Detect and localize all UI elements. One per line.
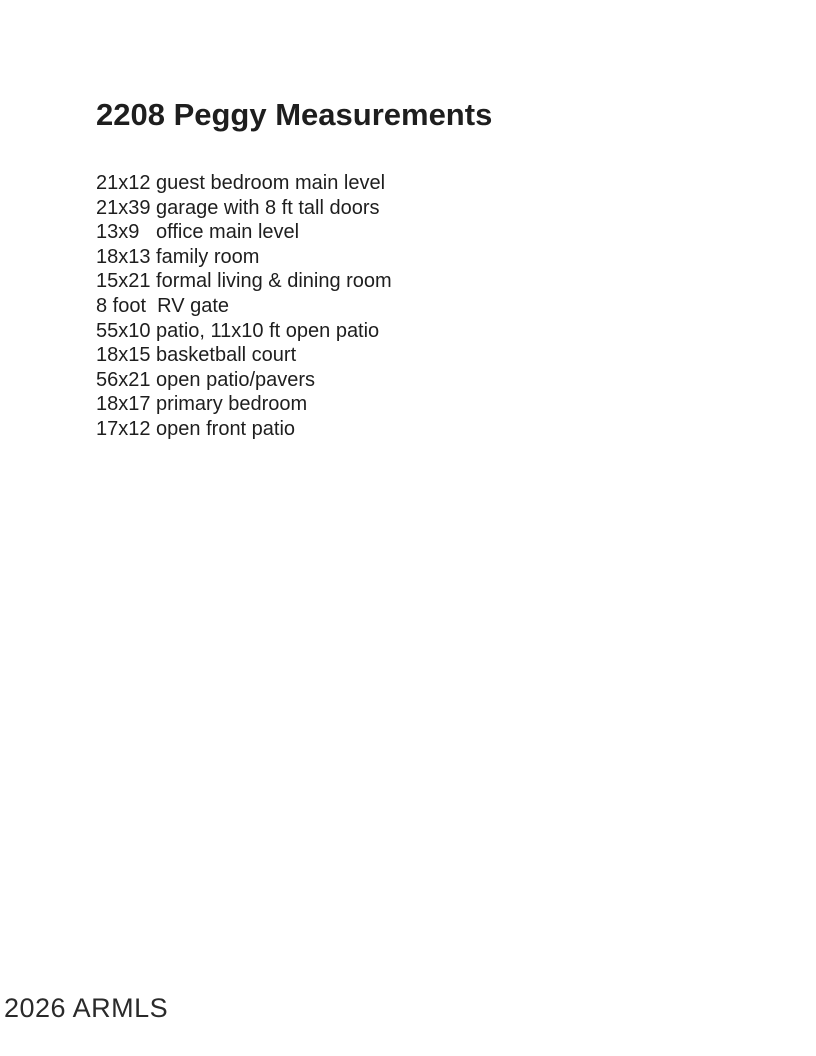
list-item: 8 foot RV gate [96, 294, 230, 317]
measurement-list [96, 171, 392, 442]
list-item: 17x12 open front patio [96, 417, 296, 440]
list-item: 55x10 patio, 11x10 ft open patio [96, 319, 380, 342]
list-item: 18x13 family room [96, 245, 260, 268]
list-item: 15x21 formal living & dining room [96, 270, 392, 293]
list-item: 21x12 guest bedroom main level [96, 172, 386, 194]
list-item: 21x39 garage with 8 ft tall doors [96, 196, 380, 219]
list-item: 18x17 primary bedroom [96, 393, 308, 416]
page-title: 2208 Peggy Measurements [96, 97, 493, 132]
list-item: 18x15 basketball court [96, 344, 297, 367]
list-item: 56x21 open patio/pavers [96, 368, 316, 391]
copyright-watermark: 2026 ARMLS [4, 993, 169, 1023]
list-item: 13x9 office main level [96, 221, 300, 244]
